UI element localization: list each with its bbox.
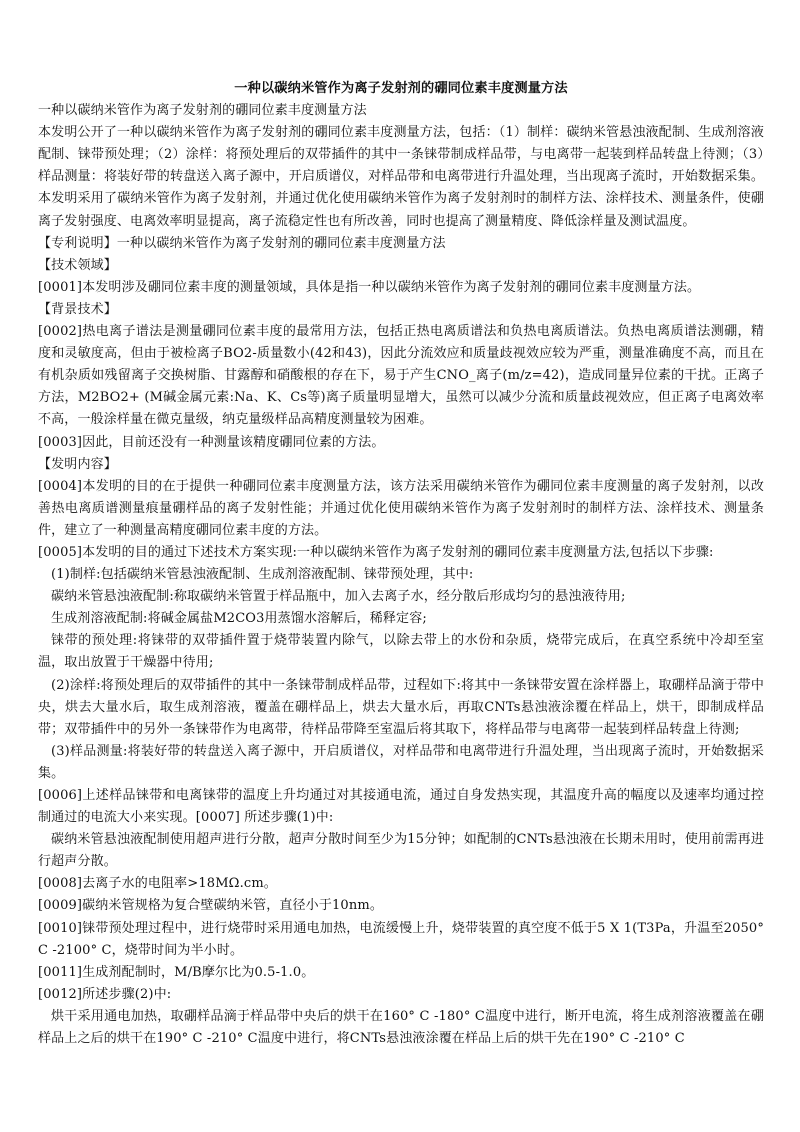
- patent-description-heading: 【专利说明】一种以碳纳米管作为离子发射剂的硼同位素丰度测量方法: [38, 235, 446, 251]
- paragraph-0010: [0010]铼带预处理过程中，进行烧带时采用通电加热，电流缓慢上升，烧带装置的真空度不低于5 X 1(T3Pa，升温至2050° C -2100° C，烧带时间为半小时。: [38, 920, 764, 958]
- paragraph-0009: [0009]碳纳米管规格为复合壁碳纳米管，直径小于10nm。: [38, 898, 383, 914]
- document-title: 一种以碳纳米管作为离子发射剂的硼同位素丰度测量方法: [234, 81, 568, 96]
- rhenium-pretreatment: 铼带的预处理:将铼带的双带插件置于烧带装置内除气，以除去带上的水份和杂质，烧带完成后，在真空系统中冷却至室温，取出放置于干燥器中待用;: [38, 633, 764, 671]
- generator-solution-prep: 生成剂溶液配制:将碱金属盐M2CO3用蒸馏水溶解后，稀释定容;: [51, 611, 427, 627]
- paragraph-0006: [0006]上述样品铼带和电离铼带的温度上升均通过对其接通电流，通过自身发热实现，其温度升高的幅度以及速率均通过控制通过的电流大小来实现。[0007] 所述步骤(1)中:: [38, 788, 764, 826]
- abstract-paragraph: 本发明公开了一种以碳纳米管作为离子发射剂的硼同位素丰度测量方法，包括：（1）制样：碳纳米管悬浊液配制、生成剂溶液配制、铼带预处理；（2）涂样：将预处理后的双带插件的其中一条铼带制成样品带，与电离带一起装到样品转盘上待测；（3）样品测量：将装好带的转盘送入离子源中，开启质谱仪，对样品带和电离带进行升温处理，当出现离子流时，开始数据采集。本发明采用了碳纳米管作为离子发射剂，并通过优化使用碳纳米管作为离子发射剂时的制样方法、涂样技术、测量条件，使硼离子发射强度、电离效率明显提高，离子流稳定性也有所改善，同时也提高了测量精度、降低涂样量及测试温度。: [38, 125, 764, 229]
- drying-note: 烘干采用通电加热，取硼样品滴于样品带中央后的烘干在160° C -180° C温度中进行，断开电流，将生成剂溶液覆盖在硼样品上之后的烘干在190° C -210° C温度中进行，将CNTs悬浊液涂覆在样品上后的烘干先在190° C -210° C: [38, 1008, 764, 1047]
- paragraph-0005: [0005]本发明的目的通过下述技术方案实现:一种以碳纳米管作为离子发射剂的硼同位素丰度测量方法,包括以下步骤:: [38, 544, 714, 560]
- section-heading-invention: 【发明内容】: [38, 456, 117, 472]
- section-heading-technical-field: 【技术领域】: [38, 257, 117, 273]
- paragraph-0012: [0012]所述步骤(2)中:: [38, 986, 172, 1002]
- heading-title-repeat: 一种以碳纳米管作为离子发射剂的硼同位素丰度测量方法: [38, 103, 367, 119]
- ultrasonic-dispersion-note: 碳纳米管悬浊液配制使用超声进行分散，超声分散时间至少为15分钟；如配制的CNTs悬浊液在长期未用时，使用前需再进行超声分散。: [38, 832, 764, 870]
- paragraph-0008: [0008]去离子水的电阻率>18MΩ.cm。: [38, 876, 277, 892]
- step-1-sample-prep: (1)制样:包括碳纳米管悬浊液配制、生成剂溶液配制、铼带预处理，其中:: [51, 567, 474, 583]
- cnt-suspension-prep: 碳纳米管悬浊液配制:称取碳纳米管置于样品瓶中，加入去离子水，经分散后形成均匀的悬浊液待用;: [51, 589, 626, 605]
- paragraph-0003: [0003]因此，目前还没有一种测量该精度硼同位素的方法。: [38, 434, 385, 450]
- paragraph-0002: [0002]热电离子谱法是测量硼同位素丰度的最常用方法，包括正热电离质谱法和负热电离质谱法。负热电离质谱法测硼，精度和灵敏度高，但由于被检离子BO2-质量数小(42和43)，因此分流效应和质量歧视效应较为严重，测量准确度不高，而且在有机杂质如残留离子交换树脂、甘露醇和硝酸根的存在下，易于产生CNO_离子(m/z=42)，造成同量异位素的干扰。正离子方法，M2BO2+ (M碱金属元素:Na、K、Cs等)离子质量明显增大，虽然可以减少分流和质量歧视效应，但正离子电离效率不高，一般涂样量在微克量级，纳克量级样品高精度测量较为困难。: [38, 324, 764, 428]
- section-heading-background: 【背景技术】: [38, 301, 117, 317]
- step-3-measurement: (3)样品测量:将装好带的转盘送入离子源中，开启质谱仪，对样品带和电离带进行升温处理，当出现离子流时，开始数据采集。: [38, 743, 764, 781]
- paragraph-0011: [0011]生成剂配制时，M/B摩尔比为0.5-1.0。: [38, 964, 315, 980]
- paragraph-0004: [0004]本发明的目的在于提供一种硼同位素丰度测量方法，该方法采用碳纳米管作为硼同位素丰度测量的离子发射剂，以改善热电离质谱测量痕量硼样品的离子发射性能；并通过优化使用碳纳米管作为离子发射剂时的制样方法、涂样技术、测量条件，建立了一种测量高精度硼同位素丰度的方法。: [38, 478, 764, 538]
- step-2-coating: (2)涂样:将预处理后的双带插件的其中一条铼带制成样品带，过程如下:将其中一条铼带安置在涂样器上，取硼样品滴于带中央，烘去大量水后，取生成剂溶液，覆盖在硼样品上，烘去大量水后，再取CNTs悬浊液涂覆在样品上，烘干，即制成样品带；双带插件中的另外一条铼带作为电离带，待样品带降至室温后将其取下，将样品带与电离带一起装到样品转盘上待测;: [38, 677, 764, 737]
- paragraph-0001: [0001]本发明涉及硼同位素丰度的测量领域，具体是指一种以碳纳米管作为离子发射剂的硼同位素丰度测量方法。: [38, 279, 701, 295]
